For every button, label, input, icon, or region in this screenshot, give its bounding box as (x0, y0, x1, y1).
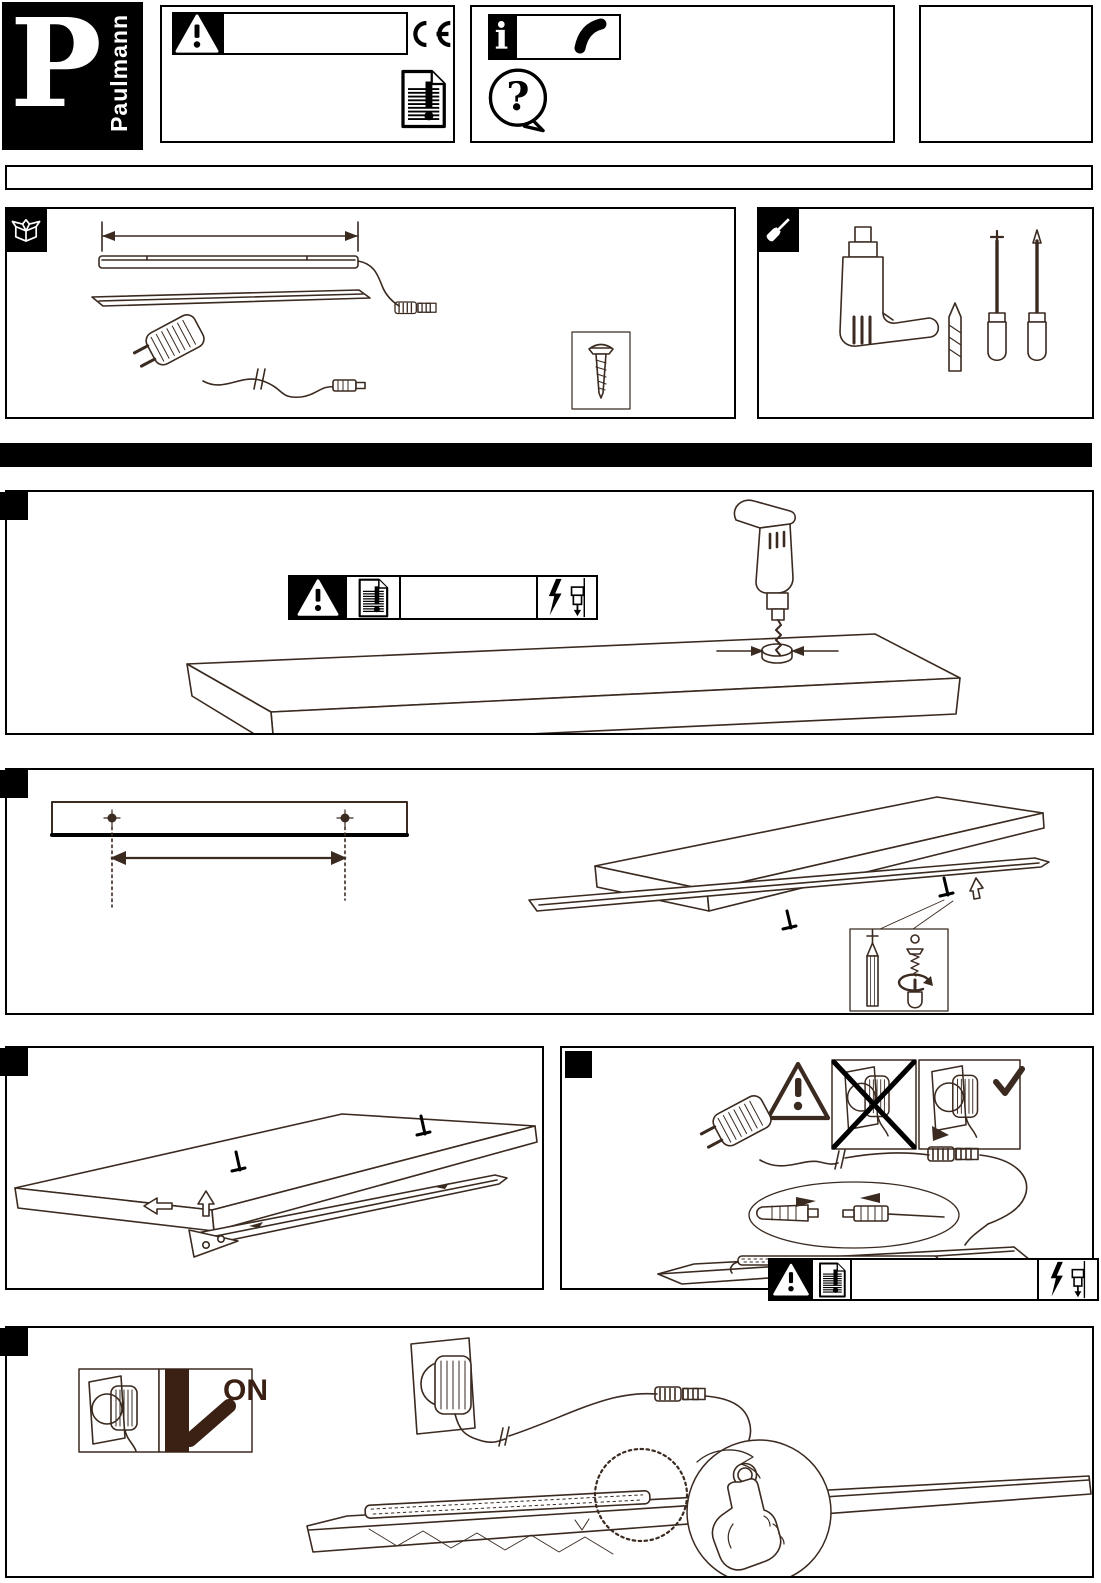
step-4-warning-strip (768, 1258, 1099, 1301)
warning-triangle-icon (172, 12, 222, 55)
warning-triangle-icon (770, 1260, 811, 1299)
spare-note-box (919, 5, 1093, 143)
step-4-badge (565, 1051, 592, 1078)
on-label: ON (223, 1374, 268, 1407)
step-3-badge (0, 1048, 28, 1076)
question-bubble-icon (486, 67, 552, 135)
paulmann-logo (2, 2, 143, 150)
required-tools-box (757, 207, 1094, 419)
logo-brand-text: Paulmann (106, 14, 132, 132)
disconnect-mains-plug-icon (536, 577, 596, 618)
service-phone-field (515, 14, 621, 60)
package-icon (5, 207, 47, 252)
step-4-illustration (562, 1048, 1092, 1288)
safety-notes-box (160, 5, 455, 143)
tools-illustration (759, 209, 1092, 417)
step-3-illustration (7, 1048, 542, 1288)
warning-triangle-icon (290, 577, 345, 618)
step-4-box (560, 1046, 1094, 1290)
step-5-box (5, 1326, 1094, 1578)
step-2-illustration (7, 770, 1092, 1013)
step-1-badge (0, 492, 28, 520)
telephone-handset-icon (517, 16, 621, 58)
disconnect-mains-plug-icon (1037, 1260, 1097, 1299)
step-1-warning-strip (288, 575, 598, 620)
title-strip (5, 165, 1093, 190)
step-2-box (5, 768, 1094, 1015)
info-icon: i (488, 14, 515, 60)
step-4-warning-note (850, 1260, 1037, 1299)
step-2-badge (0, 770, 28, 798)
read-manual-document-icon (398, 60, 448, 138)
package-contents-illustration (7, 209, 734, 417)
step-5-illustration (7, 1328, 1092, 1576)
section-divider-bar (0, 443, 1092, 467)
info-service-box (470, 5, 895, 143)
read-manual-document-icon (345, 577, 399, 618)
step-1-warning-note (399, 577, 536, 618)
logo-letter: P (10, 0, 102, 135)
package-contents-box (5, 207, 736, 419)
screwdriver-icon (757, 207, 799, 252)
ce-mark (408, 18, 454, 50)
step-5-badge (0, 1328, 28, 1356)
svg-text:?: ? (506, 73, 530, 120)
safety-note-field (222, 12, 408, 55)
read-manual-document-icon (811, 1260, 850, 1299)
step-3-box (5, 1046, 544, 1290)
